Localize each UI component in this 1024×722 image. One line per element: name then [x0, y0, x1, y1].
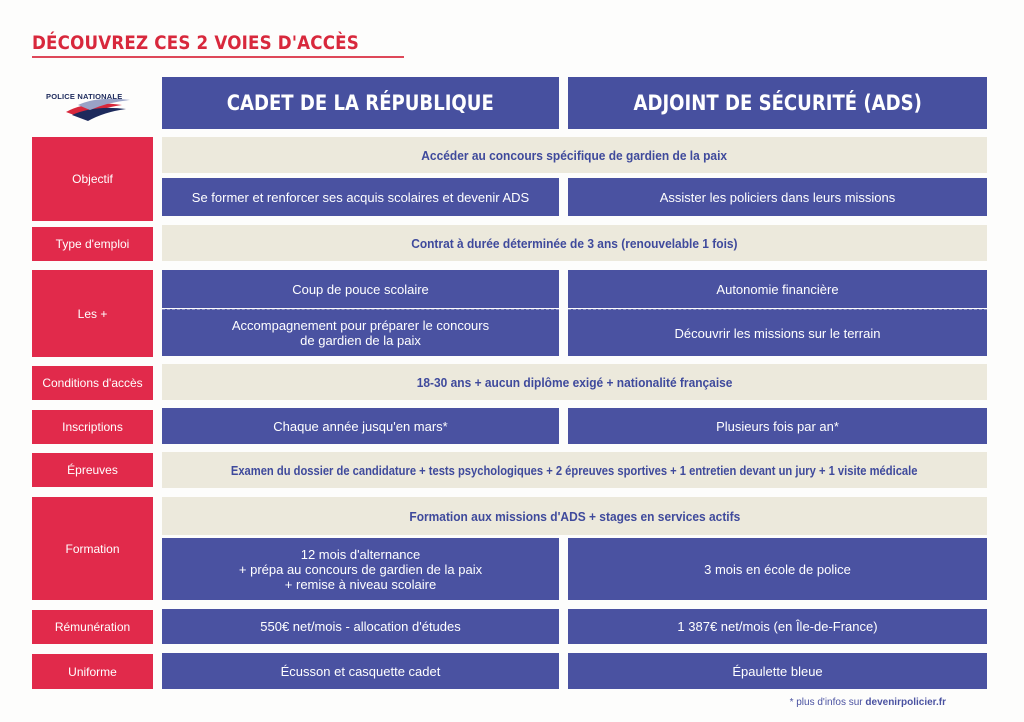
- objectif-shared-cell: [162, 137, 987, 173]
- formation-ads-cell: 3 mois en école de police: [568, 538, 987, 600]
- row-label-formation: Formation: [32, 497, 153, 600]
- logo-text: POLICE NATIONALE: [46, 92, 123, 101]
- remuneration-cadet-cell: 550€ net/mois - allocation d'études: [162, 609, 559, 644]
- police-nationale-logo: [38, 88, 148, 124]
- conditions-shared-text: 18-30 ans + aucun diplôme exigé + nationalité française: [416, 374, 733, 390]
- conditions-shared-cell: [162, 364, 987, 400]
- les-plus-cadet-cell-2: [162, 309, 559, 356]
- uniforme-cadet-cell: Écusson et casquette cadet: [162, 653, 559, 689]
- type-emploi-shared-cell: [162, 225, 987, 261]
- epreuves-shared-text: Examen du dossier de candidature + tests psychologiques + 2 épreuves sportives + 1 entretien devant un jury + 1 visite médicale: [231, 462, 918, 478]
- les-plus-ads-cell-1: Autonomie financière: [568, 270, 987, 308]
- row-label-type-emploi: Type d'emploi: [32, 227, 153, 261]
- les-plus-cadet-2-line2: de gardien de la paix: [300, 333, 421, 348]
- les-plus-cadet-2-line1: Accompagnement pour préparer le concours: [231, 318, 490, 333]
- column-header-cadet-label: CADET DE LA RÉPUBLIQUE: [226, 91, 495, 115]
- uniforme-ads-cell: Épaulette bleue: [568, 653, 987, 689]
- objectif-cadet-cell: Se former et renforcer ses acquis scolaires et devenir ADS: [162, 178, 559, 216]
- inscriptions-ads-cell: Plusieurs fois par an*: [568, 408, 987, 444]
- column-header-ads: [568, 77, 987, 129]
- footnote-link[interactable]: devenirpolicier.fr: [865, 697, 946, 708]
- row-label-remuneration: Rémunération: [32, 610, 153, 644]
- epreuves-shared-cell: [162, 452, 987, 488]
- row-label-les-plus: Les +: [32, 270, 153, 357]
- row-label-uniforme: Uniforme: [32, 654, 153, 689]
- row-label-objectif: Objectif: [32, 137, 153, 221]
- formation-shared-cell: [162, 497, 987, 535]
- footnote: [790, 697, 946, 708]
- row-label-epreuves: Épreuves: [32, 453, 153, 487]
- objectif-ads-cell: Assister les policiers dans leurs missions: [568, 178, 987, 216]
- formation-cadet-line1: 12 mois d'alternance: [300, 546, 421, 562]
- footnote-prefix: * plus d'infos sur: [789, 697, 866, 708]
- column-header-ads-label: ADJOINT DE SÉCURITÉ (ADS): [633, 91, 922, 115]
- les-plus-cadet-cell-1: Coup de pouce scolaire: [162, 270, 559, 308]
- remuneration-ads-cell: 1 387€ net/mois (en Île-de-France): [568, 609, 987, 644]
- row-label-inscriptions: Inscriptions: [32, 410, 153, 444]
- column-header-cadet: [162, 77, 559, 129]
- page-title: DÉCOUVREZ CES 2 VOIES D'ACCÈS: [32, 32, 359, 54]
- les-plus-ads-cell-2: Découvrir les missions sur le terrain: [568, 309, 987, 356]
- formation-shared-text: Formation aux missions d'ADS + stages en services actifs: [409, 508, 740, 524]
- objectif-shared-text: Accéder au concours spécifique de gardien de la paix: [421, 147, 728, 163]
- row-label-conditions: Conditions d'accès: [32, 366, 153, 400]
- inscriptions-cadet-cell: Chaque année jusqu'en mars*: [162, 408, 559, 444]
- title-underline: [32, 56, 404, 58]
- formation-cadet-cell: [162, 538, 559, 600]
- formation-cadet-line2: + prépa au concours de gardien de la paix: [238, 561, 483, 577]
- formation-cadet-line3: + remise à niveau scolaire: [284, 576, 437, 592]
- type-emploi-shared-text: Contrat à durée déterminée de 3 ans (renouvelable 1 fois): [411, 235, 738, 251]
